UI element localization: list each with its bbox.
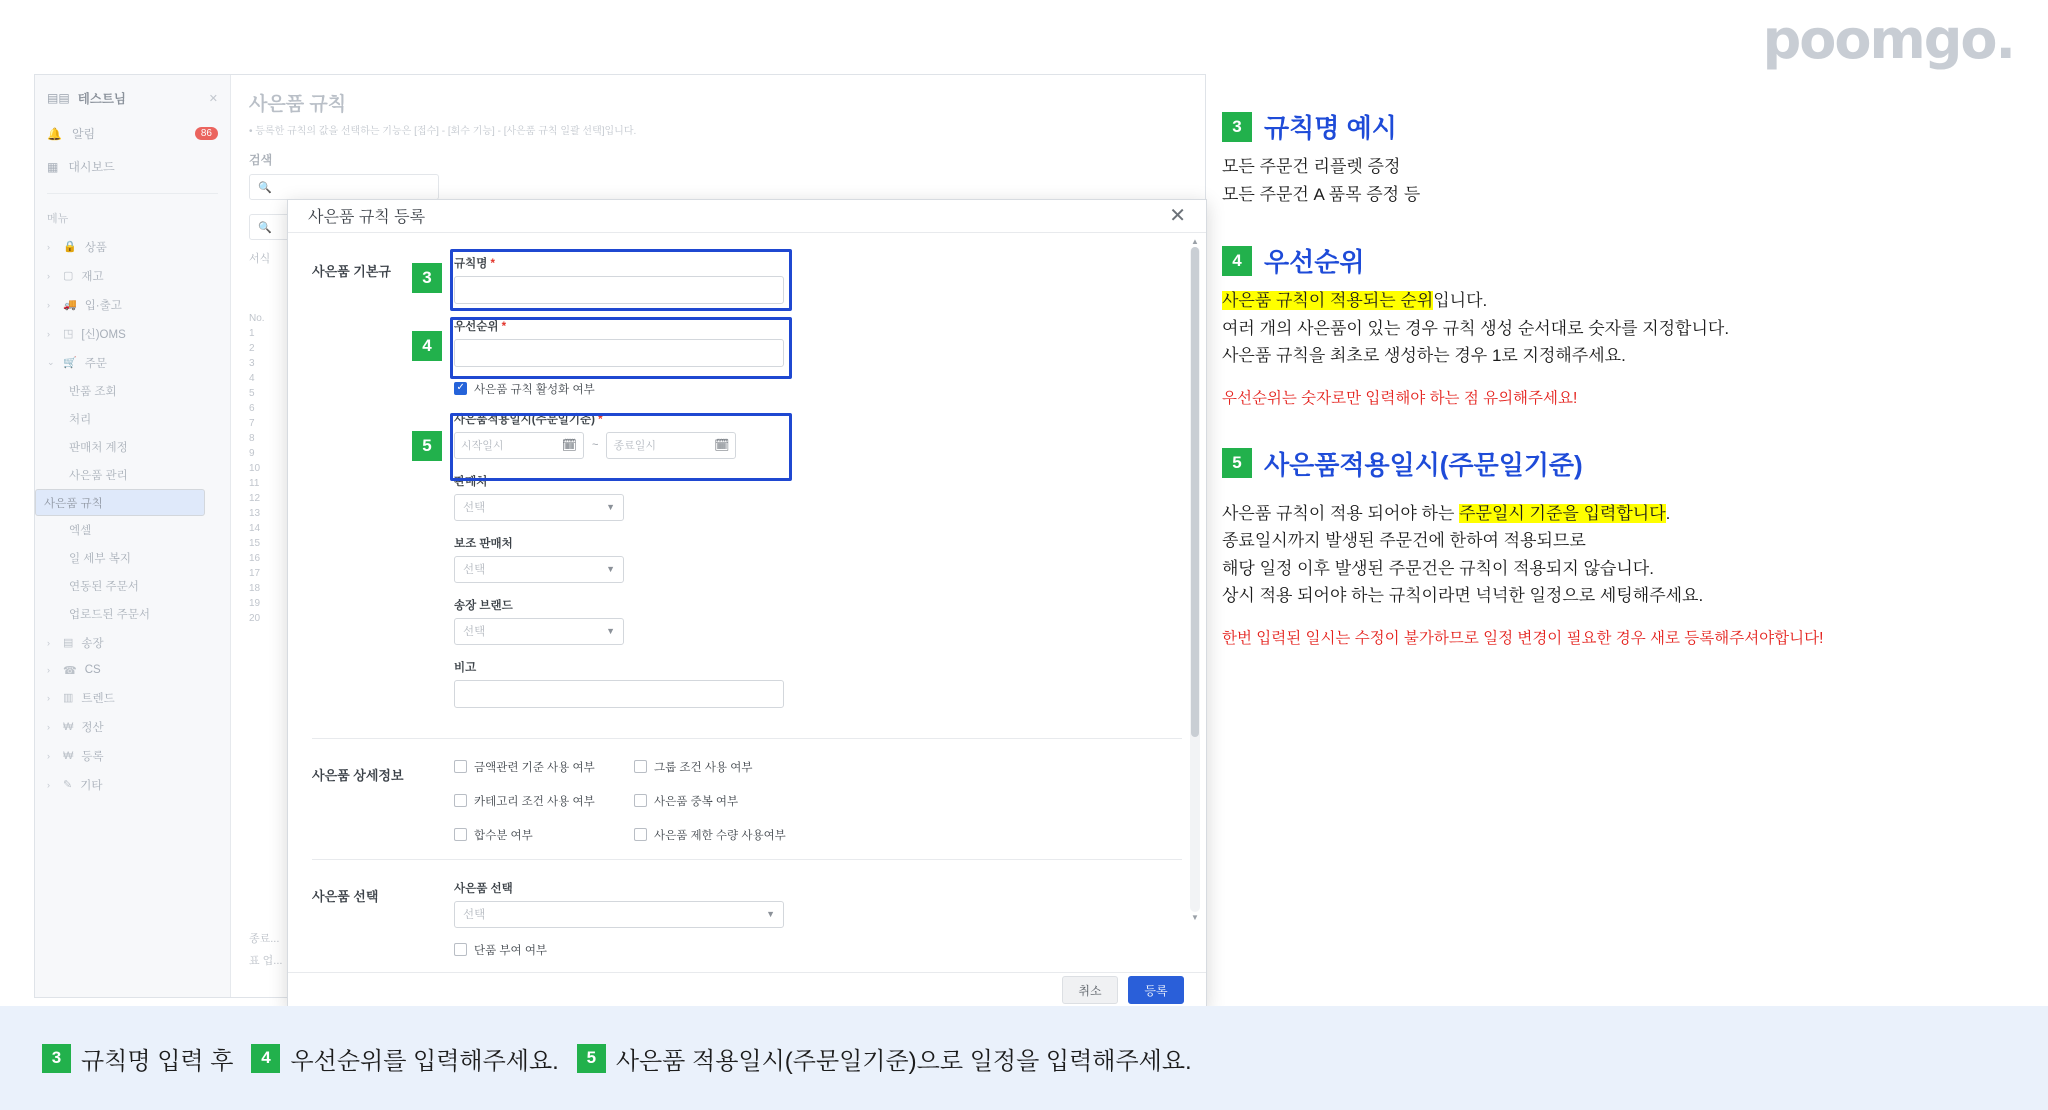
date-separator: ~ [592,439,599,452]
gift-select-label: 사은품 선택 [454,882,513,895]
required-mark: * [598,413,603,426]
user-name: 테스트님 [77,92,126,106]
step-marker-4: 4 [412,331,442,361]
checkbox-label: 그룹 조건 사용 여부 [654,761,753,774]
chevron-down-icon: ▼ [606,564,615,575]
checkbox-gift-duplicate[interactable] [634,793,834,809]
invoice-brand-select-value: 선택 [463,626,486,639]
table-row: 12 [249,493,261,504]
erp-sidebar [35,75,231,997]
chart-icon: ▥ [63,692,74,704]
chevron-right-icon: › [47,779,50,790]
table-footer [249,927,282,971]
detail-checkbox-grid [454,759,1182,843]
chevron-right-icon: › [47,270,50,281]
poomgo-logo: poomgo. [1762,8,2014,71]
explanation-block-3 [1222,108,2022,208]
explanation-panel [1222,108,2022,685]
table-row: 13 [249,508,261,519]
bottom-step-3: 3 [42,1044,71,1073]
field-seller [454,473,1182,521]
field-apply-date [454,411,1182,459]
table-row: 19 [249,598,261,609]
scroll-up-icon[interactable]: ▲ [1191,236,1199,246]
table-row: 8 [249,433,255,444]
explanation-line: 모든 주문건 리플렛 증정 [1222,157,1401,176]
user-avatar-icon: ▤▤ [47,91,70,105]
rule-name-input[interactable] [454,276,784,304]
explanation-title-4: 우선순위 [1264,247,1365,278]
won-icon: ₩ [63,720,74,733]
sidebar-item-alert[interactable] [35,117,230,150]
step-number-3: 3 [1222,112,1252,142]
search-icon: 🔍 [258,221,272,234]
chevron-right-icon: › [47,637,50,648]
highlighted-text: 주문일시 기준을 입력합니다 [1459,503,1666,523]
seller-label: 판매처 [454,475,488,488]
required-mark: * [490,257,496,270]
sub-seller-label: 보조 판매처 [454,537,513,550]
won-icon: ₩ [63,749,74,762]
sidebar-subitem-process[interactable]: 처리 [69,414,92,426]
chevron-right-icon: › [47,692,50,703]
checkbox-icon[interactable] [634,794,647,807]
sidebar-item-label: 알림 [71,127,96,141]
section-detail-label: 사은품 상세정보 [312,767,404,783]
sidebar-item-label: 재고 [81,270,104,283]
sidebar-item-label: 정산 [81,721,104,734]
sidebar-subitem-linked-orders[interactable]: 연동된 주문서 [69,581,139,593]
doc-icon: ▤ [63,637,74,649]
submit-button[interactable]: 등록 [1128,976,1184,1004]
table-row: 10 [249,463,261,474]
table-row: 2 [249,343,255,354]
chevron-down-icon: ▼ [766,909,775,920]
sidebar-item-label: 주문 [84,357,107,370]
bottom-text-5: 사은품 적용일시(주문일기준)으로 일정을 입력해주세요. [615,1047,1192,1075]
line-tail: 입니다. [1433,291,1488,311]
step-marker-3: 3 [412,263,442,293]
explanation-title-5: 사은품적용일시(주문일기준) [1264,449,1583,480]
explanation-line-highlight [1222,287,2022,315]
required-mark: * [501,320,507,333]
checkbox-sum-condition[interactable] [454,827,634,843]
chevron-down-icon: ▼ [606,626,615,637]
gift-rule-register-dialog [287,199,1207,1009]
sidebar-item-inout[interactable] [35,290,230,319]
table-row: 6 [249,403,255,414]
bottom-step-5: 5 [577,1044,606,1073]
sidebar-item-dashboard[interactable] [35,150,230,183]
checkbox-label: 사은품 제한 수량 사용여부 [654,829,786,842]
apply-date-label [454,411,1182,427]
checkbox-icon[interactable] [454,794,467,807]
table-row: 5 [249,388,255,399]
checkbox-label: 금액관련 기준 사용 여부 [474,761,595,774]
field-invoice-brand [454,597,1182,645]
memo-label: 비고 [454,661,477,674]
end-date-placeholder: 종료일시 [613,440,656,453]
explanation-line: 해당 일정 이후 발생된 주문건은 규칙이 적용되지 않습니다. [1222,558,1654,578]
table-row: 1 [249,328,255,339]
explanation-title-3: 규칙명 예시 [1264,113,1397,143]
chevron-right-icon: › [47,721,50,732]
explanation-line: 여러 개의 사은품이 있는 경우 규칙 생성 순서대로 숫자를 지정합니다. [1222,318,1730,338]
field-rule-name [454,255,1182,304]
rule-name-label [454,255,1182,271]
apply-date-range [454,432,1182,459]
end-date-input[interactable] [606,432,736,459]
start-date-placeholder: 시작일시 [461,440,504,453]
explanation-line-highlight [1222,500,2022,528]
checkbox-label: 합수분 여부 [474,829,533,842]
explanation-line: 종료일시까지 발생된 주문건에 한하여 적용되므로 [1222,531,1586,551]
label-text: 규칙명 [454,257,488,270]
chevron-down-icon: ▼ [606,502,615,513]
checkbox-label: 사은품 중복 여부 [654,795,739,808]
field-memo [454,659,1182,708]
sidebar-item-label: 입·출고 [84,299,122,312]
sidebar-item-label: CS [84,664,101,676]
table-row: 18 [249,583,261,594]
table-row: 15 [249,538,261,549]
explanation-line: 상시 적용 되어야 하는 규칙이라면 넉넉한 일정으로 세팅해주세요. [1222,586,1704,606]
dialog-scrollbar[interactable] [1190,236,1200,922]
sidebar-item-settlement[interactable] [35,712,230,741]
dialog-footer [288,972,1206,1008]
checkbox-label: 단품 부여 여부 [474,944,548,957]
sidebar-subitem-gift-manage[interactable]: 사은품 관리 [69,470,128,482]
table-row: 7 [249,418,255,429]
field-active-checkbox [454,381,1182,397]
section-basic [312,251,1182,736]
sidebar-menu-title: 메뉴 [47,213,69,225]
sidebar-subitem-return[interactable]: 반품 조회 [69,386,117,398]
sidebar-item-order[interactable] [35,348,230,377]
start-date-input[interactable] [454,432,584,459]
sidebar-item-oms[interactable] [35,319,230,348]
search-input[interactable] [249,174,439,200]
line-tail: . [1665,503,1671,523]
gift-select-dropdown[interactable] [454,901,784,928]
lock-icon: 🔒 [63,241,77,253]
section-detail [312,755,1182,857]
spacer [1222,610,2022,626]
scroll-down-icon[interactable]: ▼ [1191,912,1199,922]
priority-input[interactable] [454,339,784,367]
explanation-line: 사은품 규칙을 최초로 생성하는 경우 1로 지정해주세요. [1222,346,1626,366]
dialog-title: 사은품 규칙 등록 [308,209,426,227]
explanation-warning: 우선순위는 숫자로만 입력해야 하는 점 유의해주세요! [1222,389,1578,407]
chevron-right-icon: › [47,750,50,761]
dialog-header [288,200,1206,233]
sidebar-item-invoice[interactable] [35,628,230,657]
bell-icon: 🔔 [47,126,62,141]
step-number-4: 4 [1222,246,1252,276]
invoice-brand-select[interactable] [454,618,624,645]
sidebar-item-label: 상품 [84,241,107,254]
tag-icon: ◳ [63,328,74,340]
sidebar-subitem-gift-rule[interactable]: 사은품 규칙 [35,489,205,516]
sub-seller-select-value: 선택 [463,564,486,577]
spacer [1222,490,2022,500]
cart-icon: 🛒 [63,357,77,369]
chevron-right-icon: › [47,328,50,339]
table-row: 16 [249,553,261,564]
label-text: 사은품적용일시(주문일기준) [454,413,595,426]
sidebar-subitem-daily-detail[interactable]: 일 세부 복지 [69,553,131,565]
section-basic-label: 사은품 기본규 [312,263,391,279]
sub-seller-select[interactable] [454,556,624,583]
priority-label [454,318,1182,334]
checkbox-limit-quantity[interactable] [634,827,834,843]
sidebar-item-trend[interactable] [35,683,230,712]
label-text: 우선순위 [454,320,499,333]
table-col-header: No. [249,313,265,324]
checkbox-icon[interactable] [634,760,647,773]
bottom-instruction-bar [0,1006,2048,1110]
sidebar-item-label: 트렌드 [81,692,115,705]
search-icon: 🔍 [258,181,272,194]
sidebar-divider [47,193,218,194]
active-checkbox-row[interactable] [454,381,1182,397]
checkbox-group-condition[interactable] [634,759,834,775]
explanation-warning: 한번 입력된 일시는 수정이 불가하므로 일정 변경이 필요한 경우 새로 등록해주셔야합니다! [1222,629,1824,647]
table-row: 20 [249,613,261,624]
sidebar-item-label: 대시보드 [68,160,115,174]
sidebar-item-cs[interactable] [35,657,230,683]
bottom-text-4: 우선순위를 입력해주세요. [290,1047,559,1075]
footer-row: 표 업... [249,955,283,967]
search-label: 검색 [249,153,273,167]
table-row: 3 [249,358,255,369]
line-head: 사은품 규칙이 적용 되어야 하는 [1222,503,1460,523]
chevron-right-icon: › [47,299,50,310]
sidebar-user [35,75,230,117]
section-divider [312,859,1182,860]
sidebar-item-label: 등록 [81,750,104,763]
table-row: 9 [249,448,255,459]
footer-row: 종료... [249,933,280,945]
step-marker-5: 5 [412,431,442,461]
checkbox-icon[interactable] [454,760,467,773]
memo-input[interactable] [454,680,784,708]
sidebar-subitem-seller-account[interactable]: 판매처 계정 [69,442,128,454]
sidebar-item-product[interactable] [35,232,230,261]
sidebar-subitem-uploaded-orders[interactable]: 업로드된 주문서 [69,609,150,621]
checkbox-category-condition[interactable] [454,793,634,809]
explanation-block-4 [1222,242,2022,411]
table-row: 17 [249,568,261,579]
gift-select-value: 선택 [463,909,486,922]
active-checkbox-label: 사은품 규칙 활성화 여부 [474,383,595,396]
checkbox-icon[interactable] [454,382,467,395]
sidebar-item-label: 기타 [80,779,103,792]
sidebar-item-register[interactable] [35,741,230,770]
spacer [1222,370,2022,386]
field-gift-select [454,880,1182,928]
seller-select[interactable] [454,494,624,521]
explanation-line: 모든 주문건 A 품목 증정 등 [1222,184,1421,204]
checkbox-icon[interactable] [454,943,467,956]
checkbox-single-item[interactable] [454,942,1182,958]
sidebar-item-label: 송장 [81,637,104,650]
highlighted-text: 사은품 규칙이 적용되는 순위 [1222,291,1434,311]
sidebar-item-label: [신)OMS [81,328,126,341]
pencil-icon: ✎ [63,779,73,791]
section-divider [312,738,1182,739]
explanation-block-5 [1222,445,2022,651]
calendar-icon[interactable]: 🗓 [561,438,577,453]
section-gift-select [312,876,1182,972]
table-row: 11 [249,478,260,489]
explanation-header [1222,445,2022,482]
section-gift-select-label: 사은품 선택 [312,888,379,904]
checkbox-amount-condition[interactable] [454,759,634,775]
table-row: 14 [249,523,261,534]
seller-select-value: 선택 [463,502,486,515]
bottom-step-4: 4 [251,1044,280,1073]
table-row: 4 [249,373,255,384]
checkbox-icon[interactable] [634,828,647,841]
headset-icon: ☎ [63,664,77,677]
explanation-header [1222,242,2022,279]
table-header: 서식 [249,253,271,265]
checkbox-icon[interactable] [454,828,467,841]
sidebar-subitem-excel[interactable]: 엑셀 [69,525,92,537]
calendar-icon[interactable]: 🗓 [714,438,730,453]
sidebar-item-etc[interactable] [35,770,230,799]
close-icon[interactable]: ✕ [208,92,218,105]
scrollbar-thumb[interactable] [1191,247,1199,737]
explanation-header [1222,108,2022,145]
sidebar-item-stock[interactable] [35,261,230,290]
chevron-right-icon: › [47,665,50,675]
dialog-body [288,233,1206,972]
box-icon: ▢ [63,270,74,282]
page-note: • 등록한 규칙의 값을 선택하는 기능은 [접수] - [회수 기능] - [사은품 규칙 일괄 선택]입니다. [249,126,637,137]
field-sub-seller [454,535,1182,583]
checkbox-label: 카테고리 조건 사용 여부 [474,795,595,808]
close-icon[interactable]: ✕ [1169,205,1186,228]
chevron-right-icon: › [47,241,50,252]
truck-icon: 🚚 [63,299,77,311]
bottom-text-3: 규칙명 입력 후 [81,1047,234,1075]
step-number-5: 5 [1222,448,1252,478]
alert-badge: 86 [195,127,218,140]
cancel-button[interactable]: 취소 [1062,976,1118,1004]
erp-screenshot [34,74,1206,998]
invoice-brand-label: 송장 브랜드 [454,599,513,612]
field-priority [454,318,1182,367]
grid-icon: ▦ [47,159,59,174]
page-title: 사은품 규칙 [249,94,347,115]
chevron-down-icon: ⌄ [47,357,55,367]
